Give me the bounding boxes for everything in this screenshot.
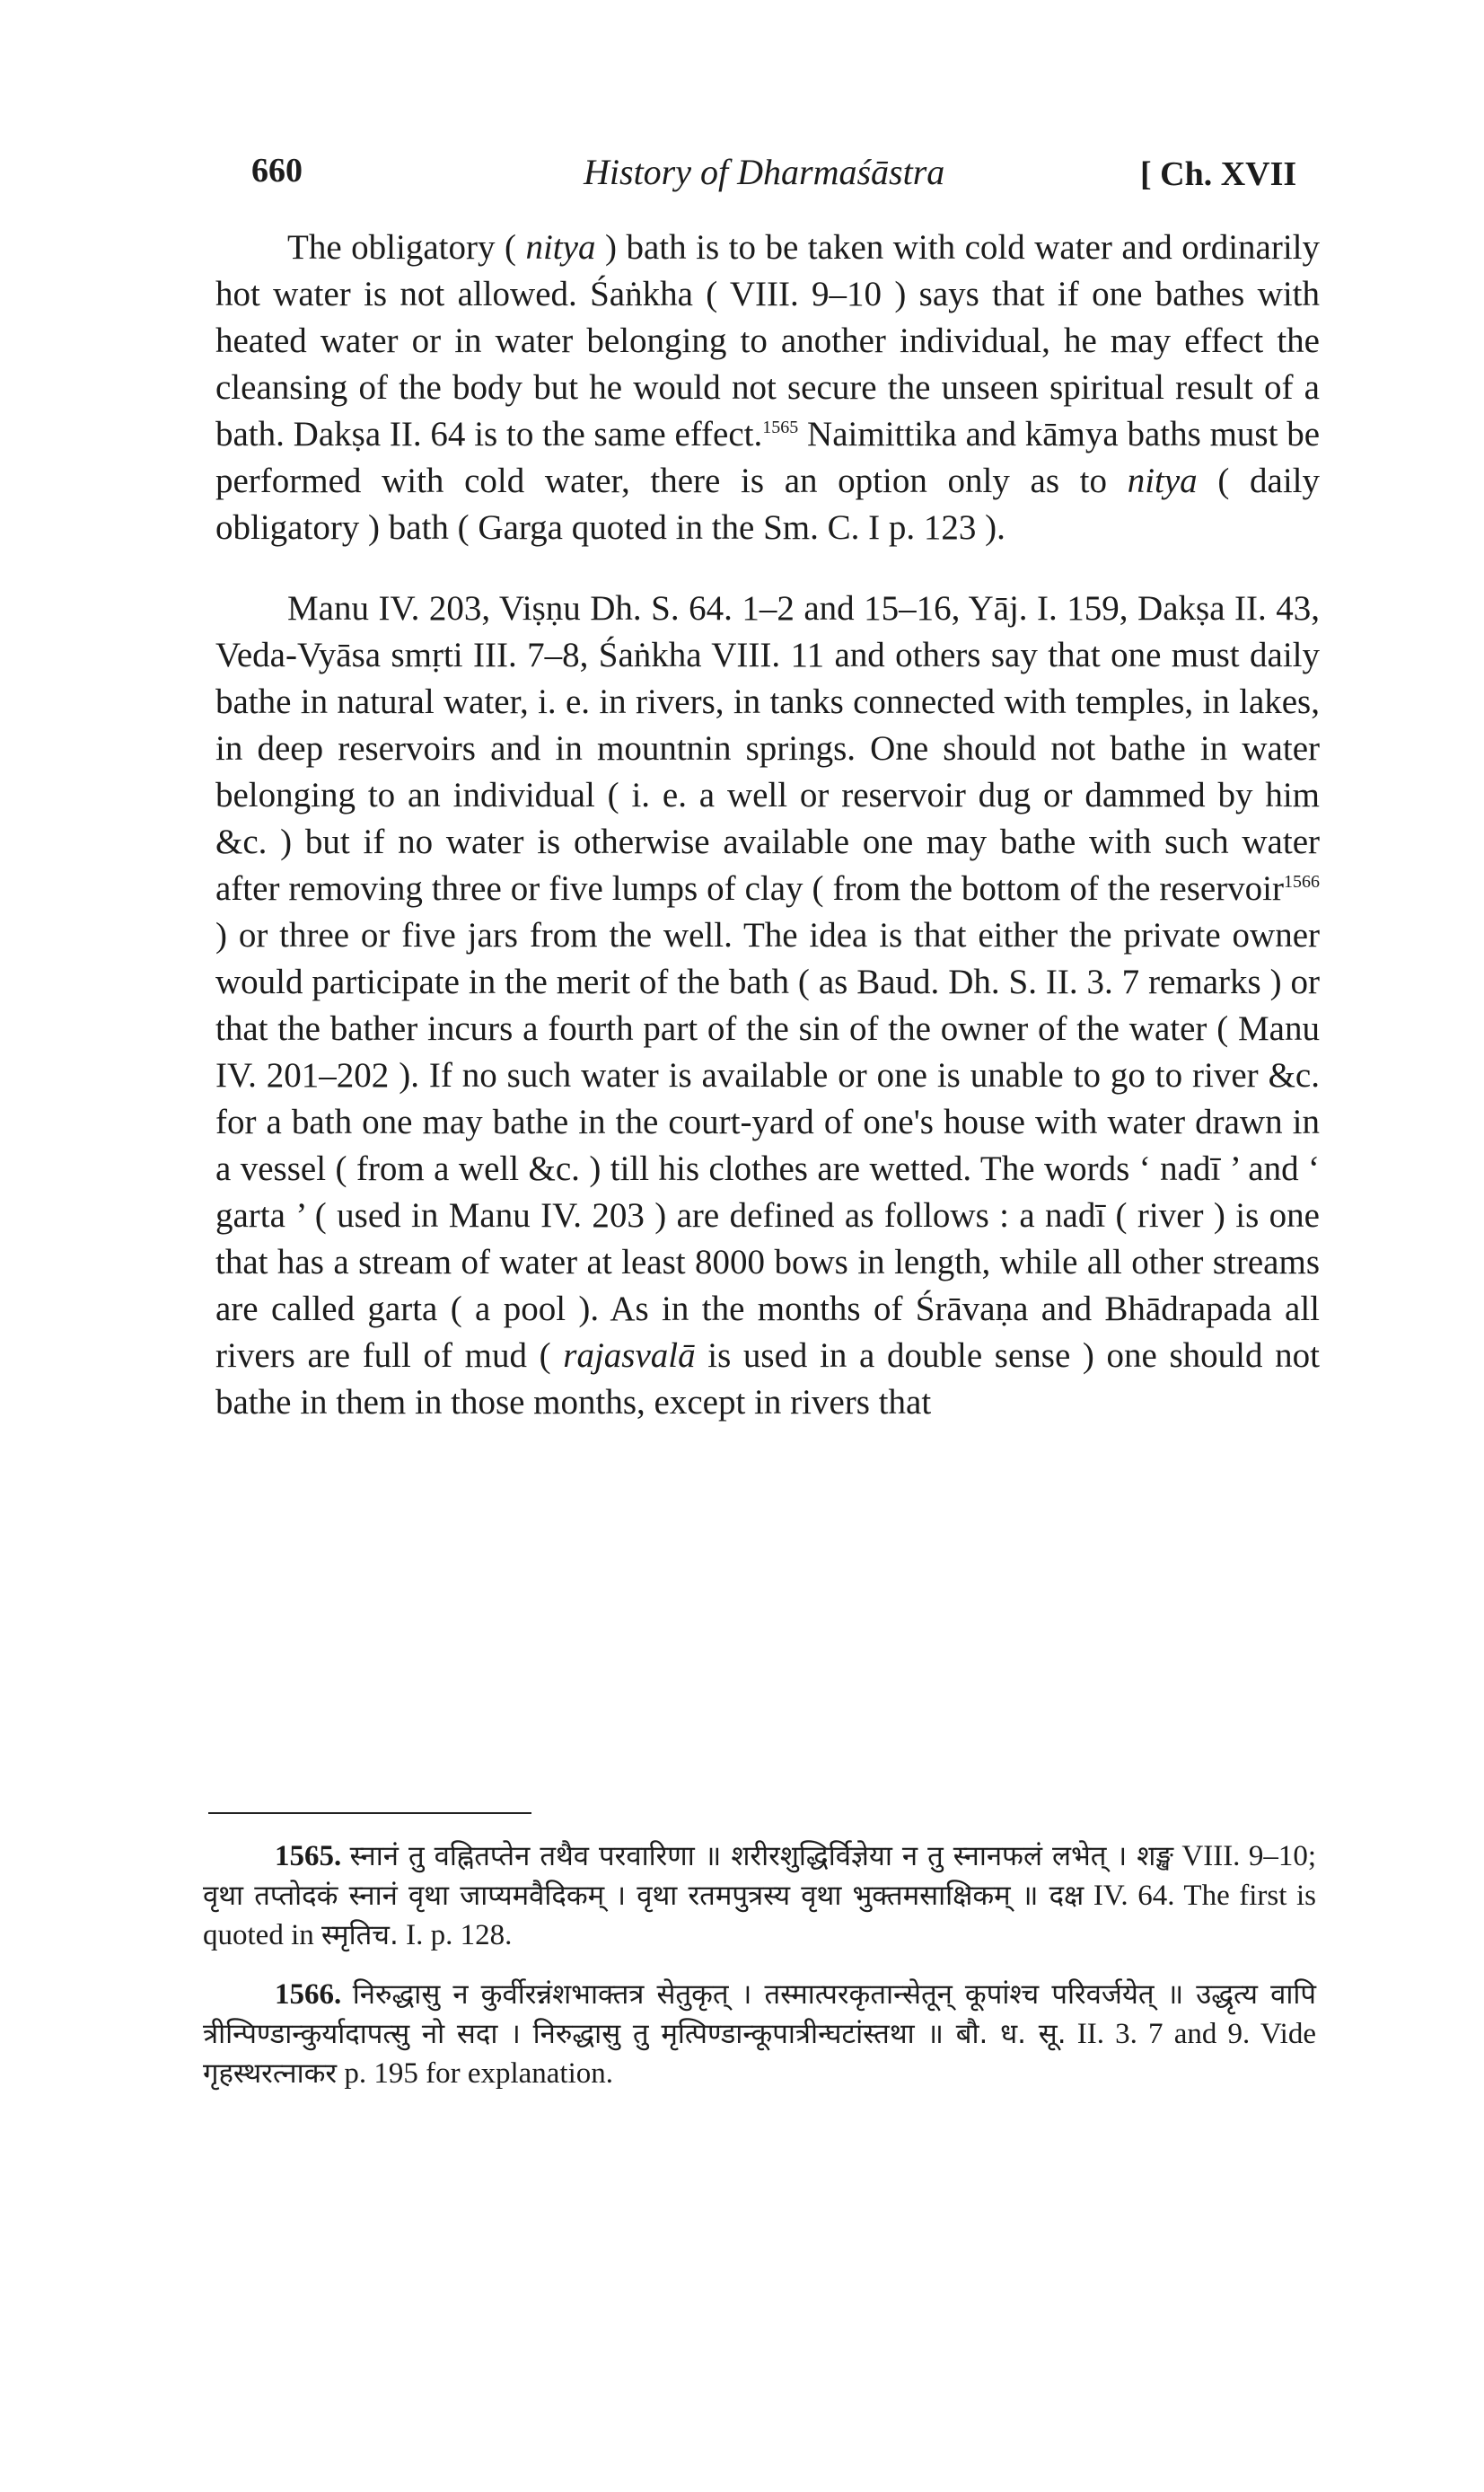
page-number: 660 <box>251 152 303 189</box>
footnote-1565: 1565. स्नानं तु वह्नितप्तेन तथैव परवारिणा ॥ शरीरशुद्धिर्विज्ञेया न तु स्नानफलं लभेत् । शङ्ख VIII. 9–10; वृथा तप्तोदकं स्नानं वृथा जाप्यमवैदिकम् । वृथा रतमपुत्रस्य वृथा भुक्तमसाक्षिकम् ॥ दक्ष IV. 64. The first is quoted in स्मृतिच. I. p. 128. <box>203 1840 1317 1951</box>
paragraph-1: The obligatory ( nitya ) bath is to be taken with cold water and ordinarily hot water is not allowed. Śaṅkha ( VIII. 9–10 ) says that if one bathes with heated water or in water belonging to another individual, he may effect the cleansing of the body but he would not secure the unseen spiritual result of a bath. Dakṣa II. 64 is to the same effect.$^{1565}$ Naimittika and kāmya baths must be performed with cold water, there is an option only as to nitya ( daily obligatory ) bath ( Garga quoted in the Sm. C. I p. 123 ). <box>215 228 1321 547</box>
running-title: History of Dharmaśāstra <box>584 152 945 192</box>
main-text <box>215 225 1320 1426</box>
paragraph-2: Manu IV. 203, Viṣṇu Dh. S. 64. 1–2 and 15–16, Yāj. I. 159, Dakṣa II. 43, Veda-Vyāsa smṛti III. 7–8, Śaṅkha VIII. 11 and others say that one must daily bathe in natural water, i. e. in rivers, in tanks connected with temples, in lakes, in deep reservoirs and in mountnin springs. One should not bathe in water belonging to an individual ( i. e. a well or reservoir dug or dammed by him &c. ) but if no water is otherwise available one may bathe with such water after removing three or five lumps of clay ( from the bottom of the reservoir$^{1566}$ ) or three or five jars from the well. The idea is that either the private owner would participate in the merit of the bath ( as Baud. Dh. S. II. 3. 7 remarks ) or that the bather incurs a fourth part of the sin of the owner of the water ( Manu IV. 201–202 ). If no such water is available or one is unable to go to river &c. for a bath one may bathe in the court-yard of one's house with water drawn in a vessel ( from a well &c. ) till his clothes are wetted. The words ‘ nadī ’ and ‘ garta ’ ( used in Manu IV. 203 ) are defined as follows : a nadī ( river ) is one that has a stream of water at least 8000 bows in length, while all other streams are called garta ( a pool ). As in the months of Śrāvaṇa and Bhādrapada all rivers are full of mud ( rajasvalā is used in a double sense ) one should not bathe in them in those months, except in rivers that <box>215 589 1320 1422</box>
term-nitya: nitya <box>1127 462 1198 500</box>
footnote-divider <box>208 1812 531 1814</box>
footnote-number: 1566. <box>275 1978 342 2011</box>
footnote-number: 1565. <box>275 1840 342 1872</box>
footnote-ref-1565[interactable]: 1565 <box>762 418 799 437</box>
page-header <box>242 151 1320 205</box>
term-nitya: nitya <box>525 228 596 267</box>
chapter-reference: [ Ch. XVII <box>1140 155 1297 193</box>
footnote-1566: 1566. निरुद्धासु न कुर्वीरन्नंशभाक्तत्र सेतुकृत् । तस्मात्परकृतान्सेतून् कूपांश्च परिवर्जयेत् ॥ उद्धृत्य वापि त्रीन्पिण्डान्कुर्यादापत्सु नो सदा । निरुद्धासु तु मृत्पिण्डान्कूपात्रीन्घटांस्तथा ॥ बौ. ध. सू. II. 3. 7 and 9. Vide गृहस्थरत्नाकर p. 195 for explanation. <box>203 1978 1317 2090</box>
footnotes <box>203 1836 1316 2093</box>
term-rajasvala: rajasvalā <box>563 1336 696 1375</box>
footnote-ref-1566[interactable]: 1566 <box>1284 872 1320 892</box>
